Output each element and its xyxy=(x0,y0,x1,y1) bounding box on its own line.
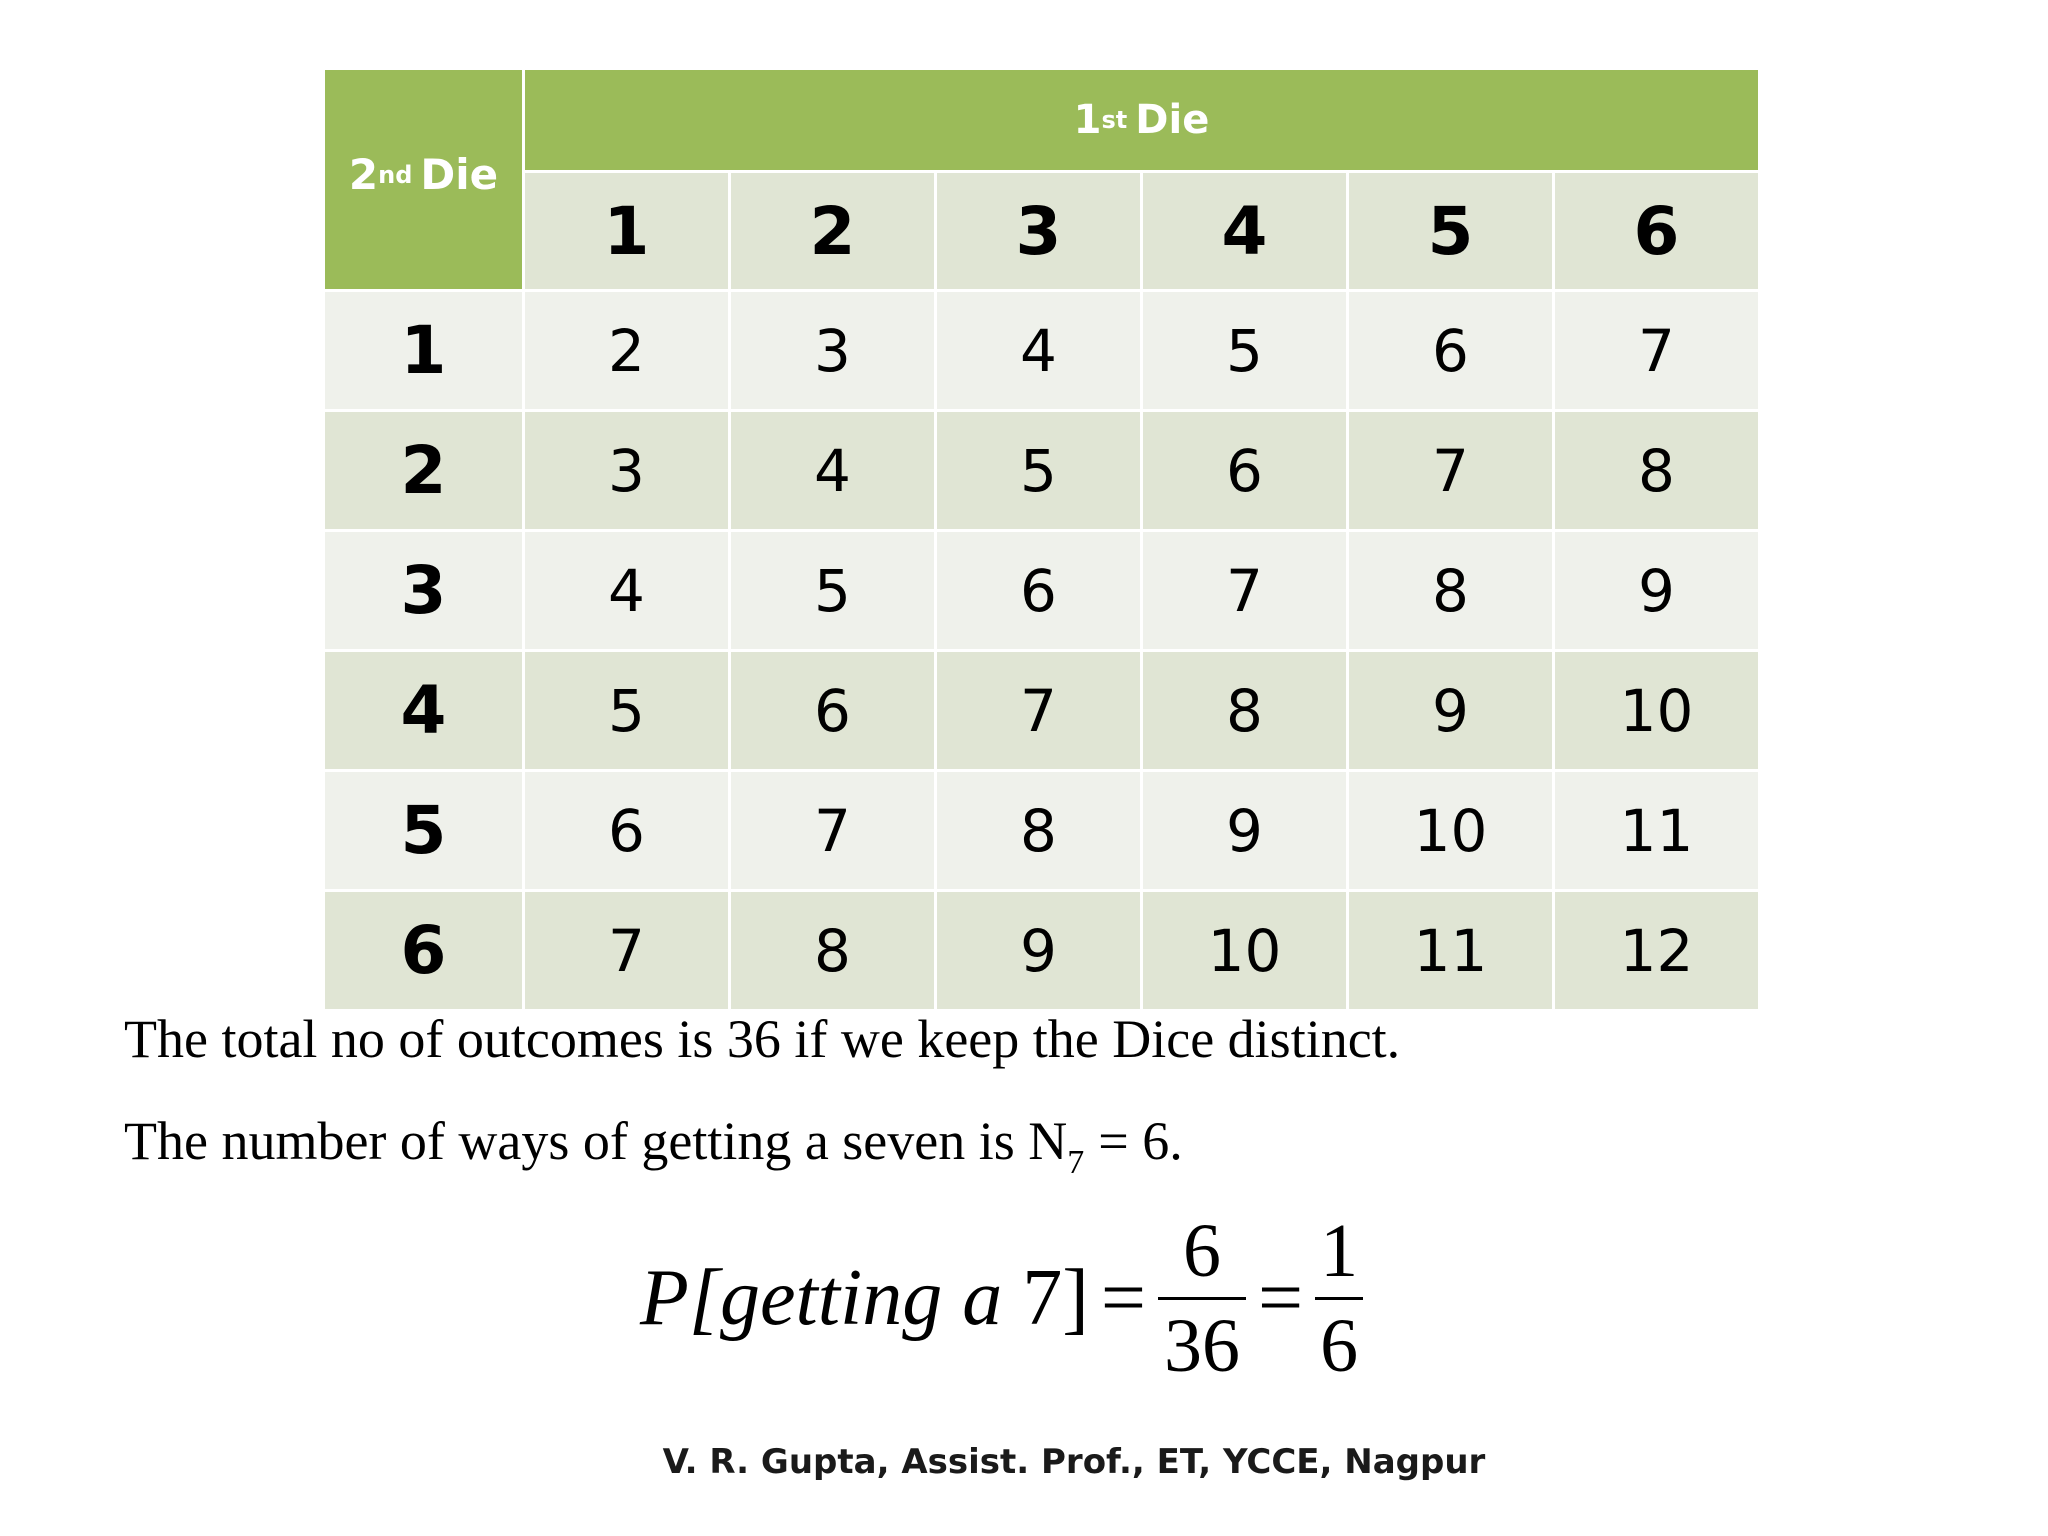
sum-cell: 6 xyxy=(525,772,728,889)
sum-cell: 5 xyxy=(1143,292,1346,409)
sum-cell: 5 xyxy=(525,652,728,769)
sum-cell: 2 xyxy=(525,292,728,409)
sum-cell: 12 xyxy=(1555,892,1758,1009)
row-header: 1 xyxy=(325,292,522,409)
author-footer: V. R. Gupta, Assist. Prof., ET, YCCE, Nagpur xyxy=(662,1442,1486,1482)
sum-cell: 10 xyxy=(1555,652,1758,769)
fraction-one-over-six xyxy=(1315,1205,1363,1392)
sum-cell: 8 xyxy=(731,892,934,1009)
column-header: 2 xyxy=(731,173,934,289)
sum-cell: 10 xyxy=(1143,892,1346,1009)
fraction-numerator: 6 xyxy=(1182,1209,1221,1293)
formula-lhs xyxy=(640,1253,1089,1344)
sum-cell: 8 xyxy=(1143,652,1346,769)
sum-cell: 7 xyxy=(525,892,728,1009)
equals-sign: = xyxy=(1100,1254,1146,1342)
sum-cell: 6 xyxy=(1349,292,1552,409)
sum-cell: 11 xyxy=(1555,772,1758,889)
seven-ways-prefix: The number of ways of getting a seven is N xyxy=(124,1111,1068,1171)
corner-label: Die xyxy=(420,150,499,199)
fraction-six-over-thirty-six xyxy=(1158,1205,1246,1392)
row-header: 4 xyxy=(325,652,522,769)
seven-subscript: 7 xyxy=(1067,1144,1085,1181)
column-header: 3 xyxy=(937,173,1140,289)
sum-cell: 9 xyxy=(1555,532,1758,649)
sum-cell: 4 xyxy=(937,292,1140,409)
sum-cell: 10 xyxy=(1349,772,1552,889)
formula-seven: 7 xyxy=(1022,1254,1063,1342)
corner-number: 2 xyxy=(348,150,379,199)
formula-lhs-text: P[getting a xyxy=(640,1254,1023,1342)
fraction-denominator: 36 xyxy=(1163,1304,1240,1388)
equals-sign: = xyxy=(1257,1254,1304,1342)
sum-cell: 7 xyxy=(1143,532,1346,649)
sum-cell: 6 xyxy=(937,532,1140,649)
seven-ways-statement xyxy=(124,1110,1183,1182)
row-header: 5 xyxy=(325,772,522,889)
sum-cell: 6 xyxy=(1143,412,1346,529)
sum-cell: 8 xyxy=(937,772,1140,889)
sum-cell: 9 xyxy=(1349,652,1552,769)
sum-cell: 7 xyxy=(731,772,934,889)
outcomes-statement: The total no of outcomes is 36 if we keep the Dice distinct. xyxy=(124,1009,1401,1069)
sum-cell: 9 xyxy=(937,892,1140,1009)
sum-cell: 5 xyxy=(937,412,1140,529)
column-header: 5 xyxy=(1349,173,1552,289)
column-header: 1 xyxy=(525,173,728,289)
sum-cell: 4 xyxy=(525,532,728,649)
row-header: 6 xyxy=(325,892,522,1009)
sum-cell: 3 xyxy=(525,412,728,529)
sum-cell: 9 xyxy=(1143,772,1346,889)
fraction-denominator: 6 xyxy=(1320,1304,1359,1388)
dice-sum-table xyxy=(325,70,1740,990)
row-header: 3 xyxy=(325,532,522,649)
row-axis-header xyxy=(325,70,522,289)
sum-cell: 8 xyxy=(1349,532,1552,649)
sum-cell: 4 xyxy=(731,412,934,529)
sum-cell: 5 xyxy=(731,532,934,649)
column-header: 4 xyxy=(1143,173,1346,289)
sum-cell: 11 xyxy=(1349,892,1552,1009)
corner-superscript: nd xyxy=(378,160,413,189)
sum-cell: 7 xyxy=(1555,292,1758,409)
sum-cell: 8 xyxy=(1555,412,1758,529)
column-axis-header xyxy=(525,70,1758,170)
probability-formula xyxy=(640,1205,1363,1392)
top-number: 1 xyxy=(1073,97,1102,143)
row-header: 2 xyxy=(325,412,522,529)
sum-cell: 3 xyxy=(731,292,934,409)
top-label: Die xyxy=(1135,97,1210,143)
sum-cell: 7 xyxy=(937,652,1140,769)
formula-close-bracket: ] xyxy=(1062,1254,1089,1342)
top-superscript: st xyxy=(1101,106,1128,134)
sum-cell: 7 xyxy=(1349,412,1552,529)
sum-cell: 6 xyxy=(731,652,934,769)
column-header: 6 xyxy=(1555,173,1758,289)
fraction-numerator: 1 xyxy=(1320,1209,1359,1293)
seven-ways-suffix: = 6. xyxy=(1098,1111,1183,1171)
